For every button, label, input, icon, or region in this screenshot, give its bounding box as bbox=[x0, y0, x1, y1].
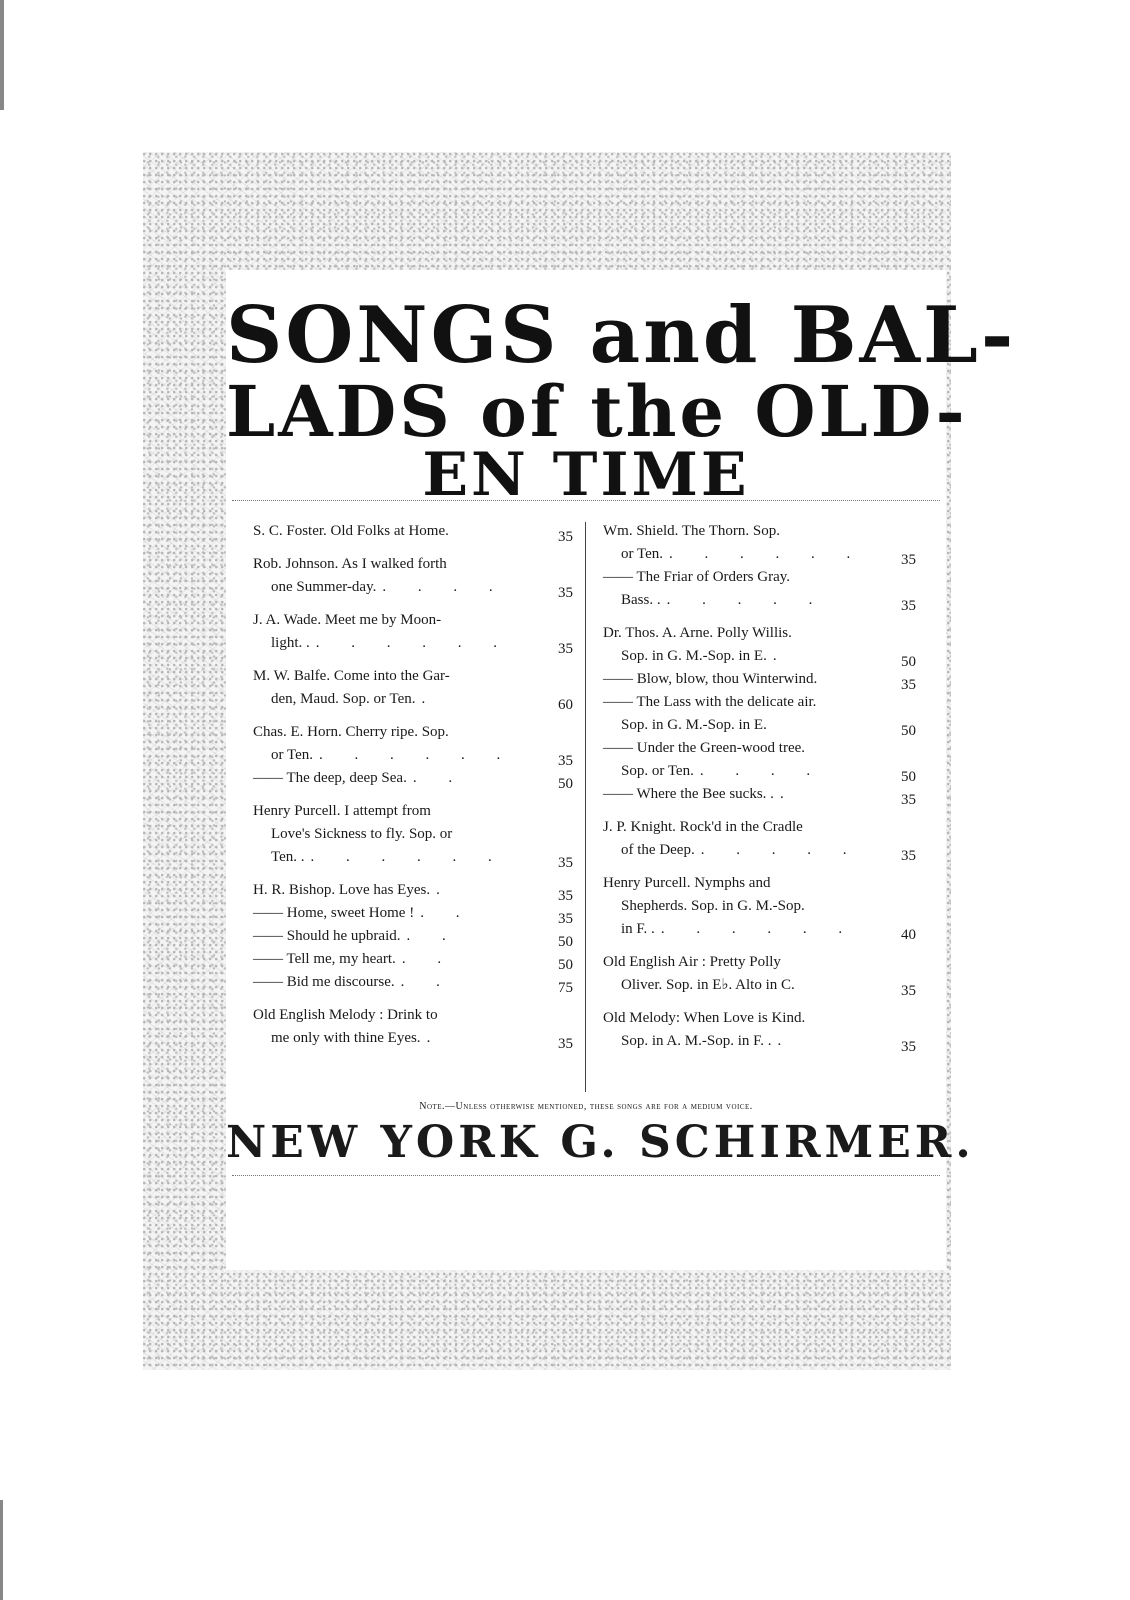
song-price: 35 bbox=[558, 888, 573, 904]
song-line bbox=[253, 1027, 573, 1050]
song-line bbox=[603, 520, 916, 543]
song-line bbox=[253, 520, 573, 543]
song-entry bbox=[603, 1007, 916, 1053]
song-entry bbox=[603, 872, 916, 941]
song-text: Wm. Shield. The Thorn. Sop. bbox=[603, 523, 780, 539]
song-text: one Summer-day. bbox=[271, 579, 377, 595]
song-text: Henry Purcell. Nymphs and bbox=[603, 875, 771, 891]
song-text: of the Deep. bbox=[621, 842, 695, 858]
publisher-imprint: NEW YORK G. SCHIRMER. bbox=[226, 1117, 975, 1168]
song-entry bbox=[603, 951, 916, 997]
song-line bbox=[253, 721, 573, 744]
leader-dots: . . . . . . bbox=[315, 635, 512, 651]
song-line bbox=[603, 668, 916, 691]
song-price: 75 bbox=[558, 980, 573, 996]
song-line bbox=[603, 872, 916, 895]
song-text: —— The Lass with the delicate air. bbox=[603, 694, 817, 710]
song-price: 40 bbox=[901, 927, 916, 943]
song-text: M. W. Balfe. Come into the Gar- bbox=[253, 668, 450, 684]
song-entry bbox=[253, 553, 573, 599]
song-text: S. C. Foster. Old Folks at Home. bbox=[253, 523, 449, 539]
song-text: Rob. Johnson. As I walked forth bbox=[253, 556, 447, 572]
song-text: Chas. E. Horn. Cherry ripe. Sop. bbox=[253, 724, 449, 740]
song-entry bbox=[253, 609, 573, 655]
song-text: J. A. Wade. Meet me by Moon- bbox=[253, 612, 442, 628]
title-line-1: SONGS and BAL- bbox=[226, 290, 1017, 381]
song-price: 35 bbox=[901, 983, 916, 999]
bottom-divider bbox=[232, 1175, 940, 1176]
leader-dots: . bbox=[426, 1030, 445, 1046]
song-price: 35 bbox=[558, 753, 573, 769]
leader-dots: . . . . . . bbox=[319, 747, 515, 763]
song-text: light. . bbox=[271, 635, 310, 651]
song-line bbox=[253, 902, 573, 925]
song-text: in F. . bbox=[621, 921, 655, 937]
song-line bbox=[253, 879, 573, 902]
song-text: Sop. or Ten. bbox=[621, 763, 694, 779]
song-line bbox=[603, 839, 916, 862]
song-price: 35 bbox=[558, 585, 573, 601]
song-line bbox=[253, 800, 573, 823]
song-entry bbox=[603, 816, 916, 862]
song-text: Love's Sickness to fly. Sop. or bbox=[271, 826, 453, 842]
leader-dots: . . bbox=[406, 928, 460, 944]
song-price: 35 bbox=[558, 855, 573, 871]
song-line bbox=[603, 783, 916, 806]
song-entry bbox=[603, 520, 916, 612]
title-line-2: LADS of the OLD- bbox=[226, 370, 968, 453]
column-divider bbox=[585, 522, 586, 1092]
leader-dots: . . . . . . bbox=[660, 921, 857, 937]
song-line bbox=[603, 951, 916, 974]
leader-dots: . . . . bbox=[699, 763, 825, 779]
song-text: Sop. in A. M.-Sop. in F. . bbox=[621, 1033, 772, 1049]
left-song-list bbox=[253, 520, 573, 1060]
song-price: 50 bbox=[558, 934, 573, 950]
song-line bbox=[603, 645, 916, 668]
song-text: Henry Purcell. I attempt from bbox=[253, 803, 431, 819]
song-line bbox=[603, 543, 916, 566]
scan-edge-mark bbox=[0, 0, 4, 110]
song-line bbox=[603, 816, 916, 839]
right-song-list bbox=[603, 520, 916, 1063]
song-text: or Ten. bbox=[621, 546, 663, 562]
song-text: me only with thine Eyes. bbox=[271, 1030, 421, 1046]
song-price: 60 bbox=[558, 697, 573, 713]
leader-dots: . bbox=[772, 648, 791, 664]
song-line bbox=[603, 918, 916, 941]
song-line bbox=[603, 895, 916, 918]
song-text: J. P. Knight. Rock'd in the Cradle bbox=[603, 819, 803, 835]
leader-dots: . bbox=[436, 882, 454, 898]
song-text: Ten. . bbox=[271, 849, 305, 865]
leader-dots: . . . . bbox=[382, 579, 507, 595]
song-text: den, Maud. Sop. or Ten. bbox=[271, 691, 416, 707]
song-line bbox=[253, 1004, 573, 1027]
song-line bbox=[603, 760, 916, 783]
song-price: 35 bbox=[558, 1036, 573, 1052]
song-line bbox=[603, 691, 916, 714]
song-text: —— The deep, deep Sea. bbox=[253, 770, 407, 786]
leader-dots: . . . . . bbox=[666, 592, 827, 608]
song-line bbox=[253, 948, 573, 971]
song-line bbox=[253, 744, 573, 767]
song-entry bbox=[253, 721, 573, 790]
song-line bbox=[253, 688, 573, 711]
song-text: Sop. in G. M.-Sop. in E. bbox=[621, 717, 767, 733]
song-line bbox=[603, 1030, 916, 1053]
song-line bbox=[603, 737, 916, 760]
song-price: 50 bbox=[558, 776, 573, 792]
leader-dots: . . bbox=[412, 770, 467, 786]
song-text: Old English Melody : Drink to bbox=[253, 1007, 438, 1023]
song-line bbox=[253, 846, 573, 869]
song-price: 35 bbox=[558, 641, 573, 657]
song-text: or Ten. bbox=[271, 747, 313, 763]
title-line-3: EN TIME bbox=[422, 440, 750, 510]
song-line bbox=[253, 609, 573, 632]
song-line bbox=[603, 622, 916, 645]
song-text: Old English Air : Pretty Polly bbox=[603, 954, 781, 970]
song-entry bbox=[253, 665, 573, 711]
song-text: H. R. Bishop. Love has Eyes. bbox=[253, 882, 431, 898]
song-line bbox=[603, 566, 916, 589]
song-price: 35 bbox=[901, 598, 916, 614]
scan-edge-mark bbox=[0, 1500, 3, 1600]
song-text: Shepherds. Sop. in G. M.-Sop. bbox=[621, 898, 805, 914]
song-text: Dr. Thos. A. Arne. Polly Willis. bbox=[603, 625, 792, 641]
song-line bbox=[253, 553, 573, 576]
song-text: Oliver. Sop. in E♭. Alto in C. bbox=[621, 977, 795, 993]
song-entry bbox=[253, 520, 573, 543]
song-entry bbox=[253, 879, 573, 994]
song-line bbox=[603, 714, 916, 737]
song-line bbox=[253, 576, 573, 599]
song-price: 35 bbox=[901, 552, 916, 568]
song-price: 35 bbox=[901, 677, 916, 693]
song-text: —— Bid me discourse. bbox=[253, 974, 395, 990]
leader-dots: . . . . . . bbox=[669, 546, 865, 562]
song-price: 35 bbox=[901, 848, 916, 864]
voice-note: Note.—Unless otherwise mentioned, these songs are for a medium voice. bbox=[419, 1101, 753, 1112]
leader-dots: . . bbox=[401, 951, 456, 967]
song-price: 50 bbox=[901, 769, 916, 785]
song-line bbox=[603, 589, 916, 612]
song-text: —— Where the Bee sucks. . bbox=[603, 786, 774, 802]
song-text: —— Tell me, my heart. bbox=[253, 951, 396, 967]
leader-dots: . bbox=[779, 786, 798, 802]
leader-dots: . . . . . bbox=[700, 842, 861, 858]
leader-dots: . . bbox=[420, 905, 474, 921]
song-entry bbox=[603, 622, 916, 806]
song-price: 35 bbox=[558, 529, 573, 545]
song-line bbox=[603, 1007, 916, 1030]
song-line bbox=[253, 767, 573, 790]
song-text: —— Home, sweet Home ! bbox=[253, 905, 415, 921]
song-text: —— Blow, blow, thou Winterwind. bbox=[603, 671, 818, 687]
song-text: —— Should he upbraid. bbox=[253, 928, 401, 944]
song-price: 35 bbox=[558, 911, 573, 927]
leader-dots: . . bbox=[400, 974, 454, 990]
song-text: Bass. . bbox=[621, 592, 661, 608]
song-text: Old Melody: When Love is Kind. bbox=[603, 1010, 806, 1026]
song-text: —— The Friar of Orders Gray. bbox=[603, 569, 791, 585]
song-line bbox=[603, 974, 916, 997]
song-line bbox=[253, 632, 573, 655]
song-text: —— Under the Green-wood tree. bbox=[603, 740, 806, 756]
song-price: 50 bbox=[558, 957, 573, 973]
song-price: 50 bbox=[901, 654, 916, 670]
leader-dots: . . . . . . bbox=[310, 849, 506, 865]
song-line bbox=[253, 925, 573, 948]
song-price: 35 bbox=[901, 792, 916, 808]
song-entry bbox=[253, 800, 573, 869]
song-line bbox=[253, 665, 573, 688]
song-line bbox=[253, 823, 573, 846]
song-text: Sop. in G. M.-Sop. in E. bbox=[621, 648, 767, 664]
leader-dots: . bbox=[777, 1033, 796, 1049]
song-price: 35 bbox=[901, 1039, 916, 1055]
song-line bbox=[253, 971, 573, 994]
song-entry bbox=[253, 1004, 573, 1050]
leader-dots: . bbox=[421, 691, 440, 707]
song-price: 50 bbox=[901, 723, 916, 739]
